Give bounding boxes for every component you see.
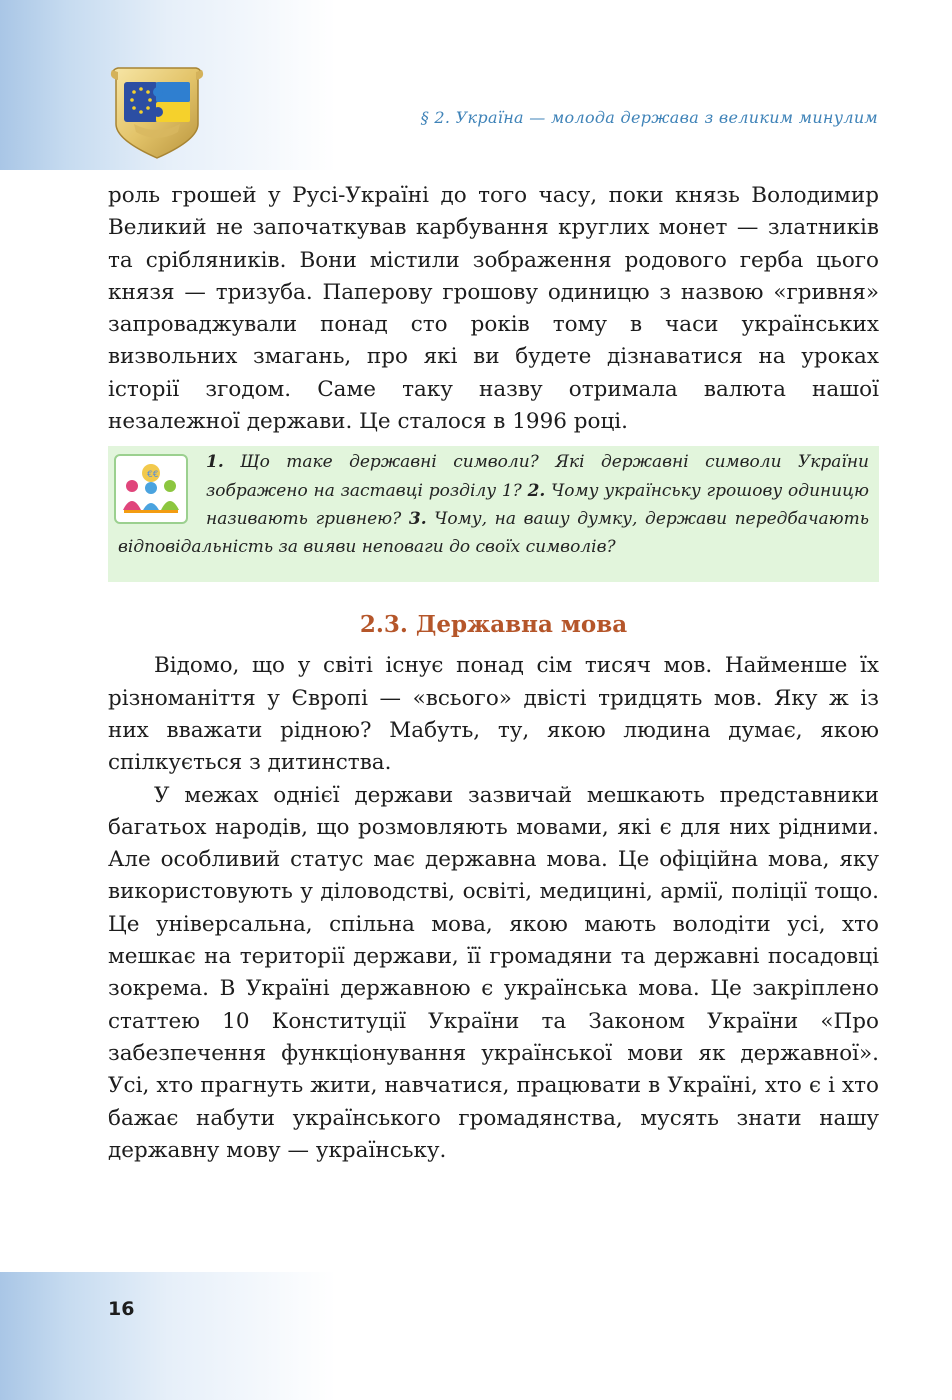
running-header: § 2. Україна — молода держава з великим минулим: [420, 108, 878, 127]
svg-text:€€: €€: [147, 470, 159, 481]
question-1-text: Що таке державні символи? Які державні символи України зображено на заставці розділу 1?: [206, 452, 869, 501]
question-2-number: 2.: [527, 480, 546, 501]
group-discussion-icon: [114, 454, 188, 524]
question-2-text: Чому українську грошову одиницю називають гривнею?: [206, 480, 869, 529]
page-content: [108, 180, 879, 1167]
question-1-number: 1.: [206, 452, 224, 473]
paragraph-languages-world: Відомо, що у світі існує понад сім тисяч мов. Найменше їх різноманіття у Європі — «всього» двісті тридцять мов. Яку ж із них вважати рідною? Мабуть, ту, якою людина думає, якою спілкується з дитинства.: [108, 653, 879, 776]
puzzle-eu-ukraine-emblem-icon: [108, 62, 206, 162]
footer-corner-decoration: [0, 1272, 560, 1400]
paragraph-state-language: У межах однієї держави зазвичай мешкають представники багатьох народів, що розмовляють мовами, які є для них рідними. Але особливий статус має державна мова. Це офіційна мова, яку використовують у діловодстві, освіті, медицині, армії, поліції тощо. Це універсальна, спільна мова, якою мають володіти усі, хто мешкає на території держави, її громадяни та державні посадовці зокрема. В Україні державною є українська мова. Це закріплено статтею 10 Конституції України та Законом України «Про забезпечення функціонування української мови як державної». Усі, хто прагнуть жити, навчатися, працювати в Україні, хто є і хто бажає набути українського громадянства, мусять знати нашу державну мову — українську.: [108, 782, 879, 1163]
paragraph-money-history: роль грошей у Русі-Україні до того часу, поки князь Володимир Великий не започаткував карбування круглих монет — златників та срібляників. Вони містили зображення родового герба цього князя — тризуба. Паперову грошову одиницю з назвою «гривня» запроваджували понад сто років тому в часи українських визвольних змагань, про які ви будете дізнаватися на уроках історії згодом. Саме таку назву отримала валюта нашої незалежної держави. Це сталося в 1996 році.: [108, 183, 879, 435]
questions-text: [118, 448, 869, 561]
header-corner-decoration: [0, 0, 560, 170]
question-3-text: Чому, на вашу думку, держави передбачають відповідальність за вияви неповаги до своїх символів?: [118, 508, 869, 557]
questions-box: [108, 446, 879, 582]
question-3-number: 3.: [408, 508, 427, 529]
section-title: 2.3. Державна мова: [359, 611, 628, 639]
page-number: 16: [108, 1298, 135, 1320]
